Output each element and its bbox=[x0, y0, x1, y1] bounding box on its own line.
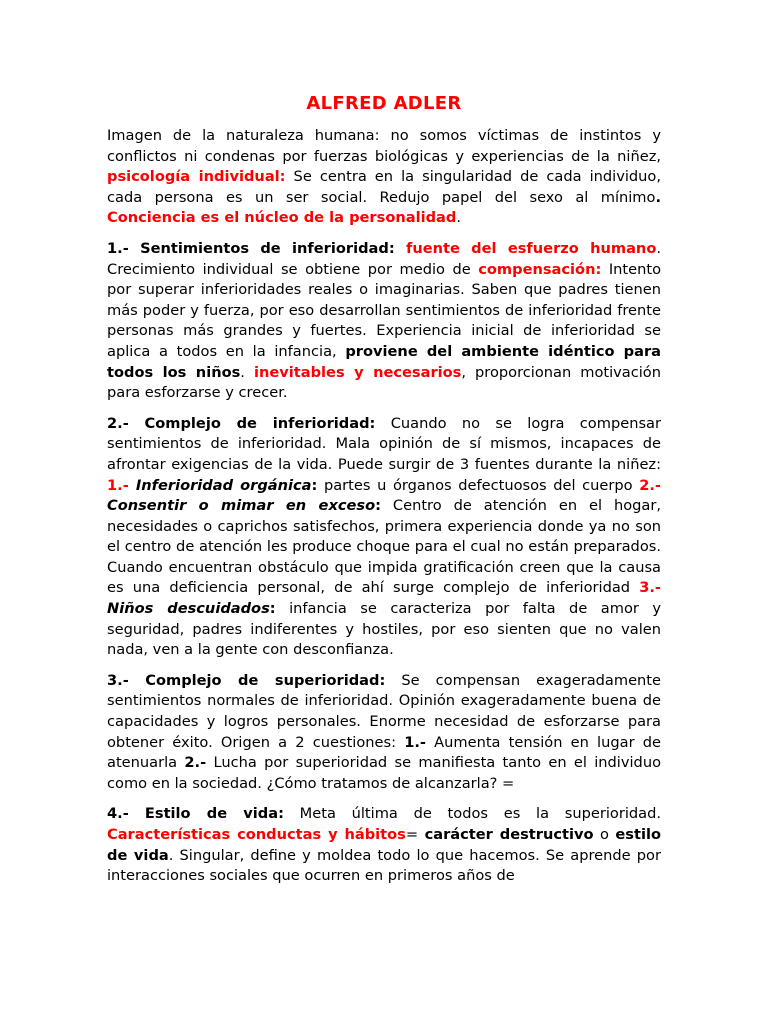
text-run: Se centra en la singularidad de cada individuo, cada persona es un ser social. Redujo papel del sexo al mínimo bbox=[107, 168, 661, 206]
list-number: 2.- bbox=[184, 754, 207, 772]
italic-term: Niños descuidados bbox=[107, 600, 270, 618]
text-run: : bbox=[388, 239, 406, 257]
highlight-term: Conciencia es el núcleo de la personalidad bbox=[107, 209, 457, 227]
bold-phrase: estilo de vida bbox=[107, 826, 661, 864]
text-run: , proporcionan motivación para esforzarse y crecer. bbox=[107, 363, 661, 402]
intro-paragraph bbox=[107, 126, 661, 229]
highlight-term: fuente del esfuerzo humano bbox=[405, 239, 657, 257]
section-heading: 2.- Complejo de inferioridad: bbox=[107, 414, 376, 432]
bold-phrase: carácter destructivo bbox=[424, 826, 594, 843]
highlight-term: psicología individual: bbox=[107, 168, 286, 186]
text-run: Cuando no se logra compensar sentimientos de inferioridad. Mala opinión de sí mismos, incapaces de afrontar exigencias de la vida. Puede surgir de 3 fuentes durante la niñez: bbox=[107, 414, 661, 473]
text-run: = bbox=[405, 826, 425, 843]
list-number: 1.- bbox=[404, 733, 426, 751]
section-2-paragraph bbox=[107, 414, 661, 661]
text-run: : bbox=[269, 600, 276, 618]
page-title: ALFRED ADLER bbox=[306, 93, 462, 114]
text-run: infancia se caracteriza por falta de amor y seguridad, padres indiferentes y hostiles, por eso sienten que no valen nada, ven a la gente con desconfianza. bbox=[107, 600, 661, 659]
text-run: . bbox=[655, 188, 661, 206]
list-number: 1.- bbox=[107, 476, 129, 494]
text-run: Imagen de la naturaleza humana: no somos víctimas de instintos y conflictos ni condenas por fuerzas biológicas y experiencias de la niñez, bbox=[107, 127, 661, 165]
text-run: . bbox=[456, 209, 461, 227]
text-run: : bbox=[375, 497, 381, 515]
section-3-paragraph bbox=[107, 671, 661, 795]
document-page bbox=[107, 92, 661, 897]
italic-term: Inferioridad orgánica bbox=[128, 476, 312, 494]
list-number: 3.- bbox=[639, 579, 661, 597]
text-run: . Singular, define y moldea todo lo que hacemos. Se aprende por interacciones sociales que ocurren en primeros años de bbox=[107, 846, 661, 885]
section-1-paragraph bbox=[107, 239, 661, 404]
section-heading: 1.- Sentimientos de inferioridad bbox=[107, 239, 389, 257]
text-run: Lucha por superioridad se manifiesta tanto en el individuo como en la sociedad. ¿Cómo tratamos de alcanzarla? = bbox=[107, 754, 661, 792]
highlight-term: Características conductas y hábitos bbox=[107, 826, 406, 843]
text-run: : bbox=[311, 476, 318, 494]
section-4-paragraph bbox=[107, 804, 661, 886]
text-run: Se compensan exageradamente sentimientos normales de inferioridad. Opinión exageradamente buena de capacidades y logros personales. Enorme necesidad de esforzarse para obtener éxito. Origen a 2 cuestiones: bbox=[107, 671, 661, 751]
list-number: 2.- bbox=[639, 476, 661, 494]
highlight-term: compensación: bbox=[478, 260, 602, 278]
text-run: . Crecimiento individual se obtiene por medio de bbox=[107, 239, 661, 278]
text-run: o bbox=[593, 826, 616, 843]
text-run: Aumenta tensión en lugar de atenuarla bbox=[107, 733, 661, 772]
text-run: Intento por superar inferioridades reales o imaginarias. Saben que padres tienen más poder y fuerza, por eso desarrollan sentimientos de inferioridad frente personas más grandes y fuertes. Experiencia inicial de inferioridad se aplica a todos en la infancia, bbox=[107, 260, 661, 360]
section-heading: 4.- Estilo de vida: bbox=[107, 805, 284, 823]
bold-phrase: proviene del ambiente idéntico para todos los niños bbox=[107, 342, 661, 381]
section-heading: 3.- Complejo de superioridad: bbox=[107, 671, 386, 689]
text-run: Meta última de todos es la superioridad. bbox=[283, 805, 661, 823]
highlight-term: inevitables y necesarios bbox=[253, 363, 462, 381]
text-run: Centro de atención en el hogar, necesidades o caprichos satisfechos, primera experiencia donde ya no son el centro de atención les produce choque para el cual no están preparados. Cuando encuentran obstáculo que impida gratificación creen que la causa es una deficiencia personal, de ahí surge complejo de inferioridad bbox=[107, 497, 661, 597]
text-run: . bbox=[240, 363, 254, 381]
italic-term: Consentir o mimar en exceso bbox=[107, 497, 376, 515]
text-run: partes u órganos defectuosos del cuerpo bbox=[317, 476, 640, 494]
